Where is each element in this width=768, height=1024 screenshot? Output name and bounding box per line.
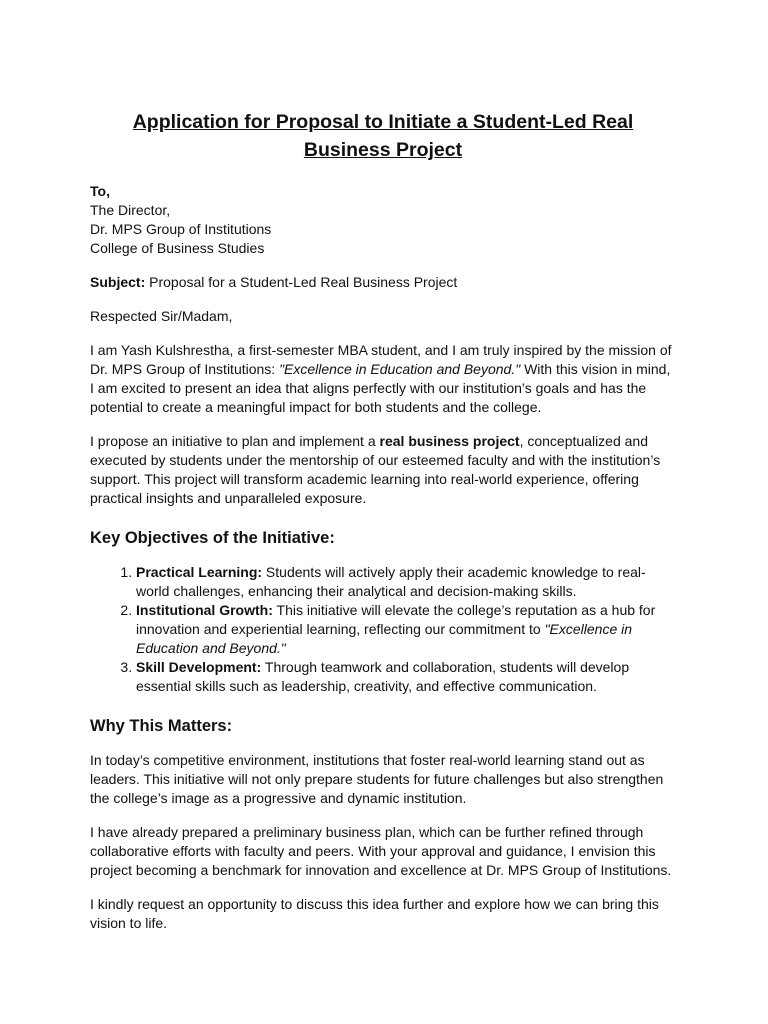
objective-label: Institutional Growth:	[136, 602, 273, 618]
objective-item	[136, 658, 676, 696]
why-paragraph-3: I kindly request an opportunity to discuss this idea further and explore how we can bring this vision to life.	[90, 896, 659, 931]
objective-quote: "Excellence in Education and Beyond."	[136, 621, 633, 656]
subject-label: Subject:	[90, 274, 146, 290]
intro-quote: "Excellence in Education and Beyond."	[279, 361, 521, 377]
intro-text-before: I am Yash Kulshrestha, a first-semester MBA student, and I am truly inspired by the mission of Dr. MPS Group of Institutions:	[90, 342, 672, 377]
objective-text: Students will actively apply their academic knowledge to real-world challenges, enhancing their analytical and decision-making skills.	[136, 564, 646, 599]
objectives-heading: Key Objectives of the Initiative:	[90, 529, 335, 547]
recipient-to: To,	[90, 183, 110, 199]
recipient-block	[90, 182, 676, 258]
why-paragraph-1: In today’s competitive environment, institutions that foster real-world learning stand out as leaders. This initiative will not only prepare students for future challenges but also strengthen the college’s image as a progressive and dynamic institution.	[90, 752, 664, 806]
recipient-line-3: College of Business Studies	[90, 240, 265, 256]
salutation: Respected Sir/Madam,	[90, 308, 233, 324]
objective-item	[136, 563, 676, 601]
objective-item	[136, 601, 676, 658]
objective-label: Practical Learning:	[136, 564, 263, 580]
objective-label: Skill Development:	[136, 659, 262, 675]
recipient-line-2: Dr. MPS Group of Institutions	[90, 221, 272, 237]
proposal-bold: real business project	[379, 433, 520, 449]
document-title	[90, 108, 676, 164]
intro-text-after: With this vision in mind, I am excited to present an idea that aligns perfectly with our institution’s goals and has the potential to create a meaningful impact for both students and the college.	[90, 361, 671, 415]
subject-text: Proposal for a Student-Led Real Business Project	[145, 274, 458, 290]
why-heading: Why This Matters:	[90, 717, 233, 735]
proposal-paragraph	[90, 432, 676, 508]
objectives-list	[90, 563, 676, 696]
subject-line	[90, 273, 676, 292]
title-line-1: Application for Proposal to Initiate a Student-Led Real	[132, 111, 634, 133]
objective-text: Through teamwork and collaboration, students will develop essential skills such as leadership, creativity, and effective communication.	[136, 659, 630, 694]
why-paragraph-2: I have already prepared a preliminary business plan, which can be further refined through collaborative efforts with faculty and peers. With your approval and guidance, I envision this project becoming a benchmark for innovation and excellence at Dr. MPS Group of Institutions.	[90, 824, 672, 878]
proposal-text-before: I propose an initiative to plan and implement a	[90, 433, 380, 449]
intro-paragraph	[90, 341, 676, 417]
title-line-2: Business Project	[303, 139, 463, 161]
proposal-text-after: , conceptualized and executed by students under the mentorship of our esteemed faculty and with the institution’s support. This project will transform academic learning into real-world experience, offering practical insights and unparalleled exposure.	[90, 433, 661, 506]
objective-text: This initiative will elevate the college’s reputation as a hub for innovation and experiential learning, reflecting our commitment to	[136, 602, 656, 637]
recipient-line-1: The Director,	[90, 202, 171, 218]
